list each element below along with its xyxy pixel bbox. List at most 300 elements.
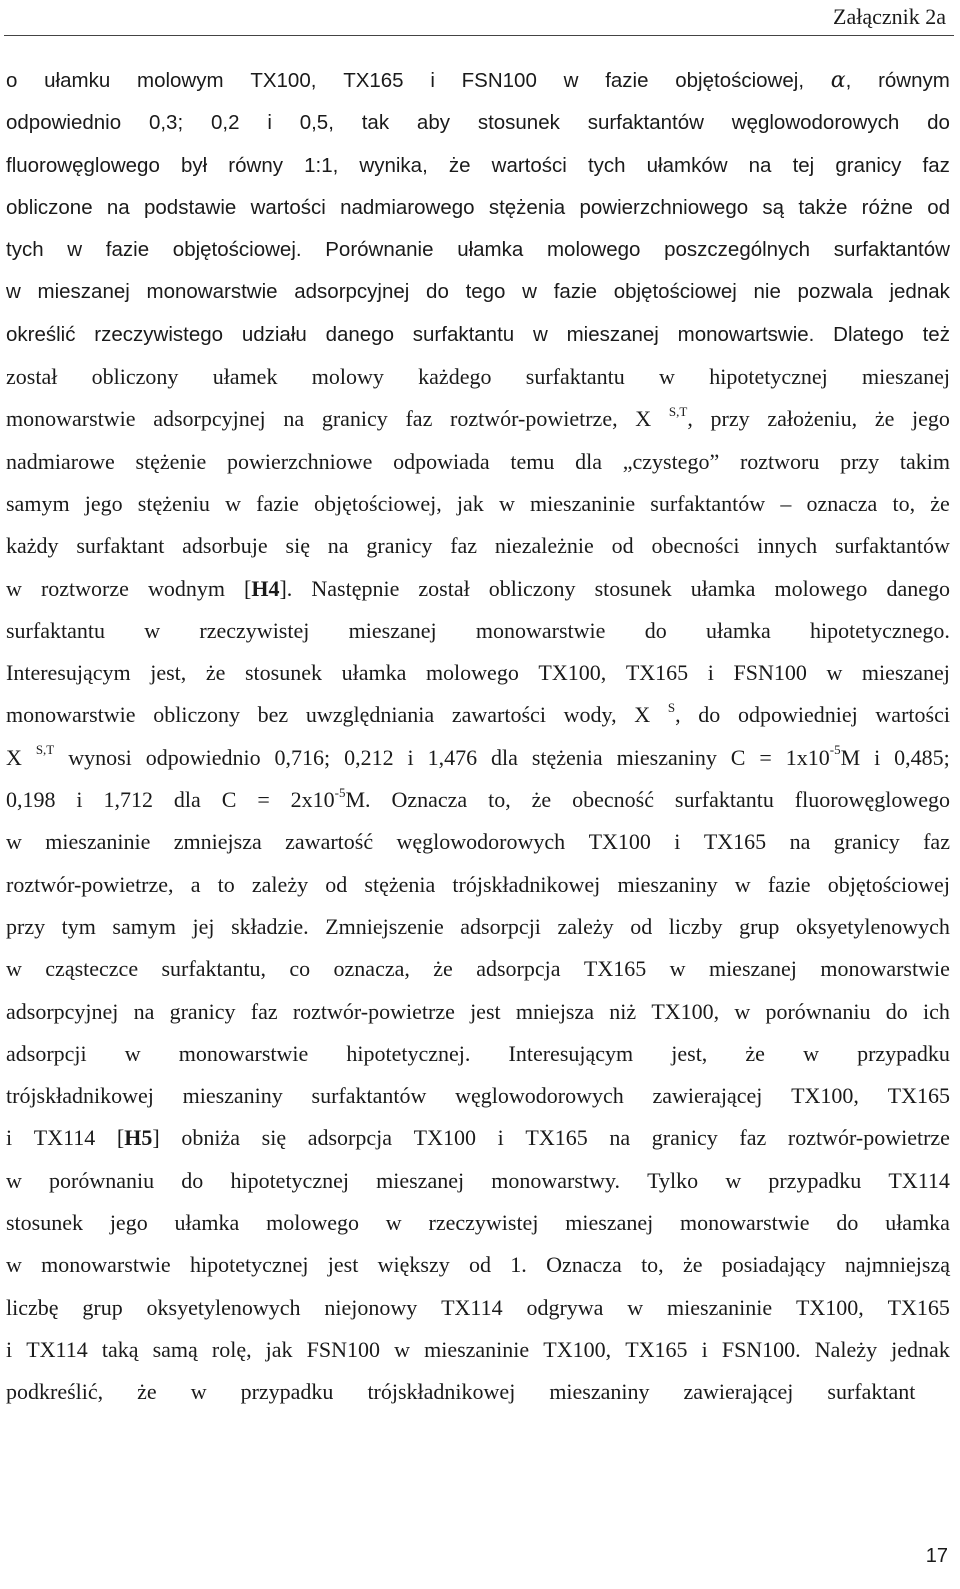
text-word: stosunek [594,575,672,601]
text-word: stosunek [244,660,322,686]
text-word: od [927,195,950,219]
text-word: surfaktantów [834,533,950,559]
text-word: został [6,364,58,390]
text-word: stężenia [531,744,603,770]
text-word: hipotetycznej. [346,1040,471,1066]
text-line [6,1117,950,1159]
text-word: molowego [774,575,868,601]
text-word: ułamka [885,1210,950,1236]
text-word: TX100, [795,1294,864,1320]
text-word: uwzględniania [305,702,435,728]
text-word: mieszanej [565,1210,654,1236]
text-word: w [385,1210,402,1236]
text-word: w [394,1336,410,1362]
alpha-symbol: α [830,68,846,93]
text-word: każdego [418,364,492,390]
text-word: zawierającej [683,1379,794,1405]
text-word: cząsteczce [45,956,139,982]
text-word: faz [250,998,278,1024]
text-word: hipotetycznej [189,1252,309,1278]
text-word: nie [753,280,781,304]
text-word: samym [112,913,176,939]
text-word: równym [878,69,950,92]
text-word: innych [757,533,818,559]
text-word: obliczony [488,575,576,601]
text-word: objętościowej [827,871,950,897]
text-word: taką [101,1336,139,1362]
text-word: i [707,660,714,686]
text-word: molowym [137,69,224,92]
text-word: jak [265,1336,293,1362]
text-word: mieszanej [37,280,130,304]
text-word: fazie [767,871,811,897]
text-word: ułamka [690,575,756,601]
text-word: Zmniejszenie [325,913,444,939]
text-word: $2x10^{-5}M$. [290,784,371,813]
text-word: jak [456,490,484,516]
text-line [6,314,950,356]
text-word: surfaktantu [525,364,625,390]
text-word: 0,3; [148,111,184,135]
text-word: powierzchniowe [227,448,373,474]
text-word: tej [792,153,815,177]
text-word: roztwór-powietrze [787,1125,950,1151]
text-word: zawierającej [652,1083,763,1109]
text-word: rolę, [211,1336,252,1362]
text-word: fluorowęglowego [6,153,160,177]
text-word: TX114 [33,1125,96,1151]
text-word: mniejsza [515,998,595,1024]
text-word: oznacza [806,490,878,516]
text-line [6,821,950,863]
text-word: grup [739,913,780,939]
text-word: jednak [891,1336,950,1362]
text-word: jest, [150,660,187,686]
text-word: wartości [491,153,567,177]
text-word: [H5] [116,1125,160,1151]
text-word: „czystego” [622,448,720,474]
citation-ref: H5 [124,1125,153,1151]
text-word: w [6,280,21,304]
text-word: surfaktantów [587,111,704,135]
text-word: mieszanej [348,617,437,643]
text-word: mieszaniny [549,1379,650,1405]
text-word: przy [6,913,46,939]
text-word: 1. [510,1252,527,1278]
text-word: w [532,322,548,346]
text-word: ułamków [646,153,728,177]
text-word: różne [861,195,913,219]
text-word: mieszaninie [667,1294,773,1320]
text-word: ułamek [212,364,278,390]
text-word: X [635,406,652,432]
text-word: i [6,1125,13,1151]
text-word: = [759,744,772,770]
text-word: w [6,575,22,601]
text-word: pozwala [797,280,873,304]
text-word: do [927,111,950,135]
text-line [6,1160,950,1202]
text-word: odpowiednio [145,744,261,770]
text-word: większy [377,1252,450,1278]
text-word: roztworze [40,575,129,601]
text-word: na [283,406,305,432]
text-word: stosunek [477,111,560,135]
text-word: mieszanej [862,364,950,390]
text-word: także [798,195,848,219]
text-word: stosunek [6,1210,83,1236]
text-word: węglowodorowych [455,1083,624,1109]
text-word: tych [6,238,44,262]
text-word: tego [465,280,506,304]
text-word: 1,476 [427,744,478,770]
text-word: w [6,829,22,855]
text-word: do [181,1167,204,1193]
text-word: to, [641,1252,664,1278]
text-line [6,525,950,567]
text-word: granicy [169,998,236,1024]
text-word: w [6,1167,22,1193]
text-word: Należy [814,1336,878,1362]
text-word: w [124,1040,141,1066]
text-word: monowarstwie [6,702,136,728]
text-line [6,145,950,187]
text-word: jej [192,913,215,939]
text-word: równy [228,153,283,177]
text-word: roztwór-powietrze, [450,406,618,432]
text-word: stężeniu [137,490,210,516]
text-word: monowarstwie [41,1252,171,1278]
text-word: w [144,617,161,643]
text-word: obliczony [91,364,179,390]
text-word: adsorpcji [460,913,541,939]
text-word: podkreślić, [6,1379,104,1405]
text-word: danego [325,322,394,346]
text-word: surfaktantu [6,617,105,643]
text-word: w [826,660,843,686]
text-word: to [217,871,235,897]
text-word: $^S$, [667,700,681,728]
text-line [6,737,950,779]
text-line [6,1075,950,1117]
text-word: w [734,998,751,1024]
text-word: w [734,871,751,897]
text-word: TX100, [250,69,317,92]
text-word: trójskładnikowej [367,1379,516,1405]
text-word: obliczone [6,195,93,219]
text-word: nadmiarowe [6,448,115,474]
text-word: FSN100 [461,69,537,92]
superscript: S,T [35,742,55,758]
citation-ref: H4 [251,575,280,601]
text-word: TX100, [538,660,607,686]
text-word: mieszanej [861,660,950,686]
text-word: co [289,956,311,982]
text-word: fazie [256,490,299,516]
text-line [6,1329,950,1371]
text-word: jego [84,490,123,516]
text-word: stężenia [488,195,566,219]
text-word: TX100, [791,1083,859,1109]
text-word: α, [830,68,852,93]
text-word: 1,712 [103,787,153,813]
text-word: TX165 [525,1125,588,1151]
text-word: FSN100 [733,660,807,686]
text-word: surfaktantów [833,238,950,262]
text-word: TX165 [887,1294,950,1320]
text-word: granicy [321,406,388,432]
text-word: granicy [366,533,433,559]
text-line [6,1033,950,1075]
text-word: porównaniu [49,1167,155,1193]
text-word: że [745,1040,765,1066]
text-word: odpowiedniej [737,702,858,728]
text-word: ułamka [457,238,524,262]
text-word: jest [327,1252,359,1278]
text-word: niezależnie [494,533,594,559]
text-word: trójskładnikowej [6,1083,154,1109]
header-divider [4,35,954,36]
text-word: na [789,829,811,855]
text-word: mieszaninie [530,490,636,516]
text-line [6,568,950,610]
text-word: mieszaniny [616,744,717,770]
text-line [6,229,950,271]
text-line [6,652,950,694]
text-word: do [426,280,449,304]
text-word: dla [173,787,201,813]
text-word: adsorbuje [182,533,268,559]
text-word: aby [416,111,450,135]
text-word: Następnie [311,575,400,601]
text-word: rzeczywistej [428,1210,539,1236]
text-word: objętościowej, [314,490,442,516]
text-word: przypadku [768,1167,862,1193]
text-word: i [267,111,272,135]
text-word: na [327,533,349,559]
text-word: niejonowy [324,1294,418,1320]
text-word: w [225,490,241,516]
text-word: są [762,195,785,219]
text-word: monowarstwie [6,406,136,432]
text-word: roztwór-powietrze, [6,871,174,897]
text-word: molowego [266,1210,359,1236]
text-word: tak [361,111,390,135]
text-word: w [522,280,537,304]
text-word: i [874,744,881,770]
superscript: S,T [668,404,688,420]
text-word: monowarstwie [820,956,950,982]
text-word: w [563,69,579,92]
text-word: wodnym [147,575,225,601]
text-word: ułamka [341,660,407,686]
text-word: o [6,69,18,92]
text-line [6,1371,950,1413]
text-word: się [261,1125,287,1151]
text-word: 0,485; [894,744,950,770]
text-line [6,1202,950,1244]
text-word: 0,716; [274,744,331,770]
text-word: to, [892,490,916,516]
text-word: dla [491,744,518,770]
text-word: Oznacza [391,787,468,813]
text-word: = [257,787,270,813]
text-word: wody, [563,702,617,728]
text-word: tych [587,153,626,177]
text-word: adsorpcja [307,1125,393,1151]
text-word: TX100, [543,1336,612,1362]
text-word: faz [405,406,433,432]
text-word: mieszaninie [424,1336,530,1362]
text-word: że [433,956,453,982]
text-word: mieszaniny [617,871,718,897]
text-word: Porównanie [325,238,434,262]
text-word: oksyetylenowych [795,913,950,939]
page-header [0,0,960,38]
superscript: -5 [334,784,346,800]
text-word: TX165 [625,1336,688,1362]
text-word: TX165 [343,69,404,92]
text-word: mieszanej [376,1167,465,1193]
text-word: w [190,1379,207,1405]
text-word: poszczególnych [664,238,810,262]
text-word: danego [886,575,950,601]
text-word: że [448,153,471,177]
text-word: faz [923,829,950,855]
superscript: -5 [829,742,841,758]
text-word: od [611,533,634,559]
text-word: rzeczywistej [199,617,310,643]
text-word: Tylko [647,1167,699,1193]
text-word: wynosi [68,744,132,770]
text-word: hipotetycznej [709,364,828,390]
text-word: TX100 [413,1125,476,1151]
text-word: węglowodorowych [396,829,566,855]
text-word: mieszanej [566,322,659,346]
body-text [6,60,950,1414]
text-word: jest [470,998,501,1024]
text-word: TX114 [888,1167,950,1193]
text-word: został [418,575,470,601]
text-word: surfaktantu, [161,956,266,982]
text-word: w [6,956,22,982]
text-word: mieszaninie [45,829,151,855]
text-word: grup [82,1294,123,1320]
text-word: granicy [835,153,902,177]
text-word: surfaktant [76,533,165,559]
text-word: się [285,533,310,559]
text-word: tym [61,913,96,939]
text-word: przypadku [857,1040,950,1066]
text-word: hipotetycznej [230,1167,349,1193]
text-word: molowego [546,238,641,262]
text-word: i [674,829,681,855]
text-word: udziału [241,322,307,346]
text-word: i [701,1336,708,1362]
text-word: w [659,364,675,390]
text-word: to, [488,787,511,813]
text-word: do [836,1210,859,1236]
text-word: monowarstwie [680,1210,810,1236]
text-word: – [780,490,792,516]
text-word: 0,198 [6,787,56,813]
text-word: w [67,238,83,262]
text-word: od [630,913,653,939]
text-word: objętościowej [613,280,737,304]
text-word: stężenia [364,871,436,897]
text-word: ułamka [174,1210,240,1236]
text-word: nadmiarowego [340,195,475,219]
text-word: Interesującym [6,660,131,686]
text-word: liczby [668,913,723,939]
text-word: $^{S,T}$, [668,404,693,432]
text-word: X [6,744,22,770]
text-word: i [76,787,83,813]
text-word: X [634,702,651,728]
text-word: TX100, [651,998,720,1024]
text-word: każdy [6,533,59,559]
text-word: porównaniu [765,998,871,1024]
text-word: surfaktantu [674,787,774,813]
text-word: adsorpcyjnej [153,406,266,432]
text-word: do [698,702,721,728]
text-word: roztworu [739,448,820,474]
text-word: faz [739,1125,767,1151]
text-word: monowartswie. [677,322,815,346]
text-word: na [748,153,772,177]
text-word: wartości [250,195,326,219]
text-line [6,398,950,440]
text-word: fazie [105,238,150,262]
text-word: w [6,1252,22,1278]
text-word: monowarstwie [178,1040,309,1066]
text-word: od [325,871,348,897]
text-word: odgrywa [526,1294,604,1320]
text-word: był [180,153,208,177]
text-word: do [644,617,667,643]
text-word: granicy [651,1125,718,1151]
text-word: TX165 [583,956,647,982]
text-word: adsorpcyjnej [6,998,119,1024]
text-word: i [497,1125,504,1151]
text-word: oznacza, [333,956,410,982]
text-word: liczbę [6,1294,59,1320]
text-word: surfaktantów [650,490,766,516]
text-line [6,441,950,483]
text-word: C [221,787,237,813]
text-word: temu [510,448,555,474]
annex-title: Załącznik 2a [833,4,946,29]
text-word: i [6,1336,13,1362]
text-word: C [730,744,746,770]
text-word: $1x10^{-5}M$ [785,742,861,770]
text-word: granicy [833,829,900,855]
text-word [36,737,54,779]
text-word: trójskładnikowej [452,871,601,897]
text-word: Dlatego [833,322,904,346]
text-word: a [190,871,201,897]
text-word: samą [152,1336,198,1362]
text-word: bez [257,702,289,728]
text-word: adsorpcja [476,956,561,982]
text-word: surfaktantów [311,1083,427,1109]
text-word: przy [840,448,880,474]
text-line [6,483,950,525]
text-line [6,948,950,990]
text-word: też [922,322,950,346]
text-word: mieszaniny [182,1083,283,1109]
text-word: składzie. [231,913,309,939]
